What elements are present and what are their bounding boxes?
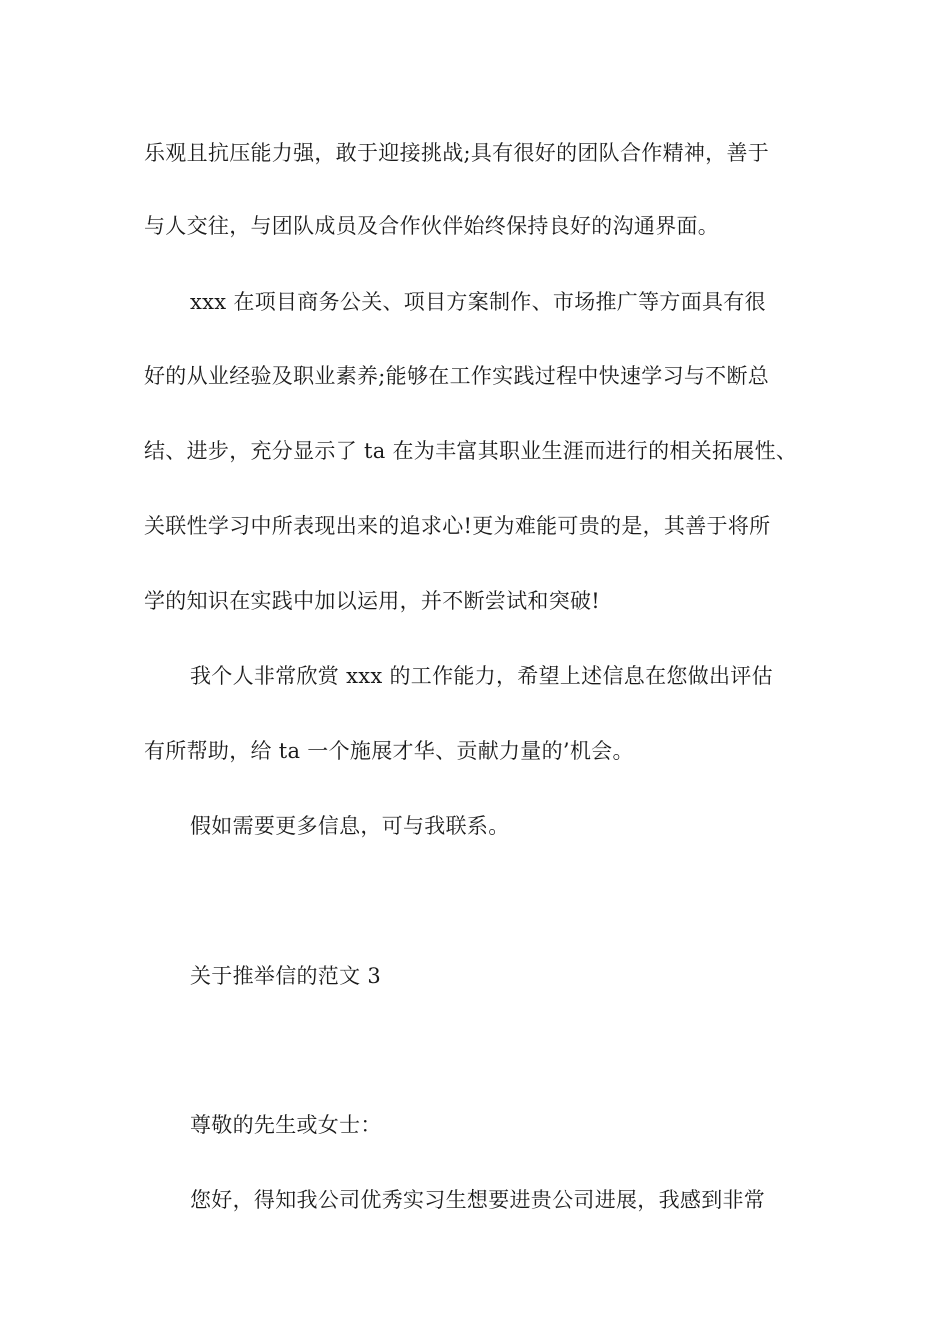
paragraph-line: 关联性学习中所表现出来的追求心!更为难能可贵的是，其善于将所: [144, 514, 771, 538]
paragraph-line: 与人交往，与团队成员及合作伙伴始终保持良好的沟通界面。: [144, 214, 720, 238]
paragraph-line: xxx 在项目商务公关、项目方案制作、市场推广等方面具有很: [190, 290, 766, 314]
paragraph-line: 我个人非常欣赏 xxx 的工作能力，希望上述信息在您做出评估: [190, 664, 773, 688]
section-heading: 关于推举信的范文 3: [190, 964, 382, 988]
paragraph-line: 乐观且抗压能力强，敢于迎接挑战;具有很好的团队合作精神，善于: [144, 141, 770, 165]
salutation: 尊敬的先生或女士：: [190, 1113, 382, 1137]
paragraph-line: 假如需要更多信息，可与我联系。: [190, 814, 510, 838]
paragraph-line: 学的知识在实践中加以运用，并不断尝试和突破!: [144, 589, 601, 613]
paragraph-line: 结、进步，充分显示了 ta 在为丰富其职业生涯而进行的相关拓展性、: [144, 439, 798, 463]
paragraph-line: 好的从业经验及职业素养;能够在工作实践过程中快速学习与不断总: [144, 364, 770, 388]
paragraph-line: 有所帮助，给 ta 一个施展才华、贡献力量的’机会。: [144, 739, 634, 763]
paragraph-line: 您好，得知我公司优秀实习生想要进贵公司进展，我感到非常: [190, 1188, 766, 1212]
